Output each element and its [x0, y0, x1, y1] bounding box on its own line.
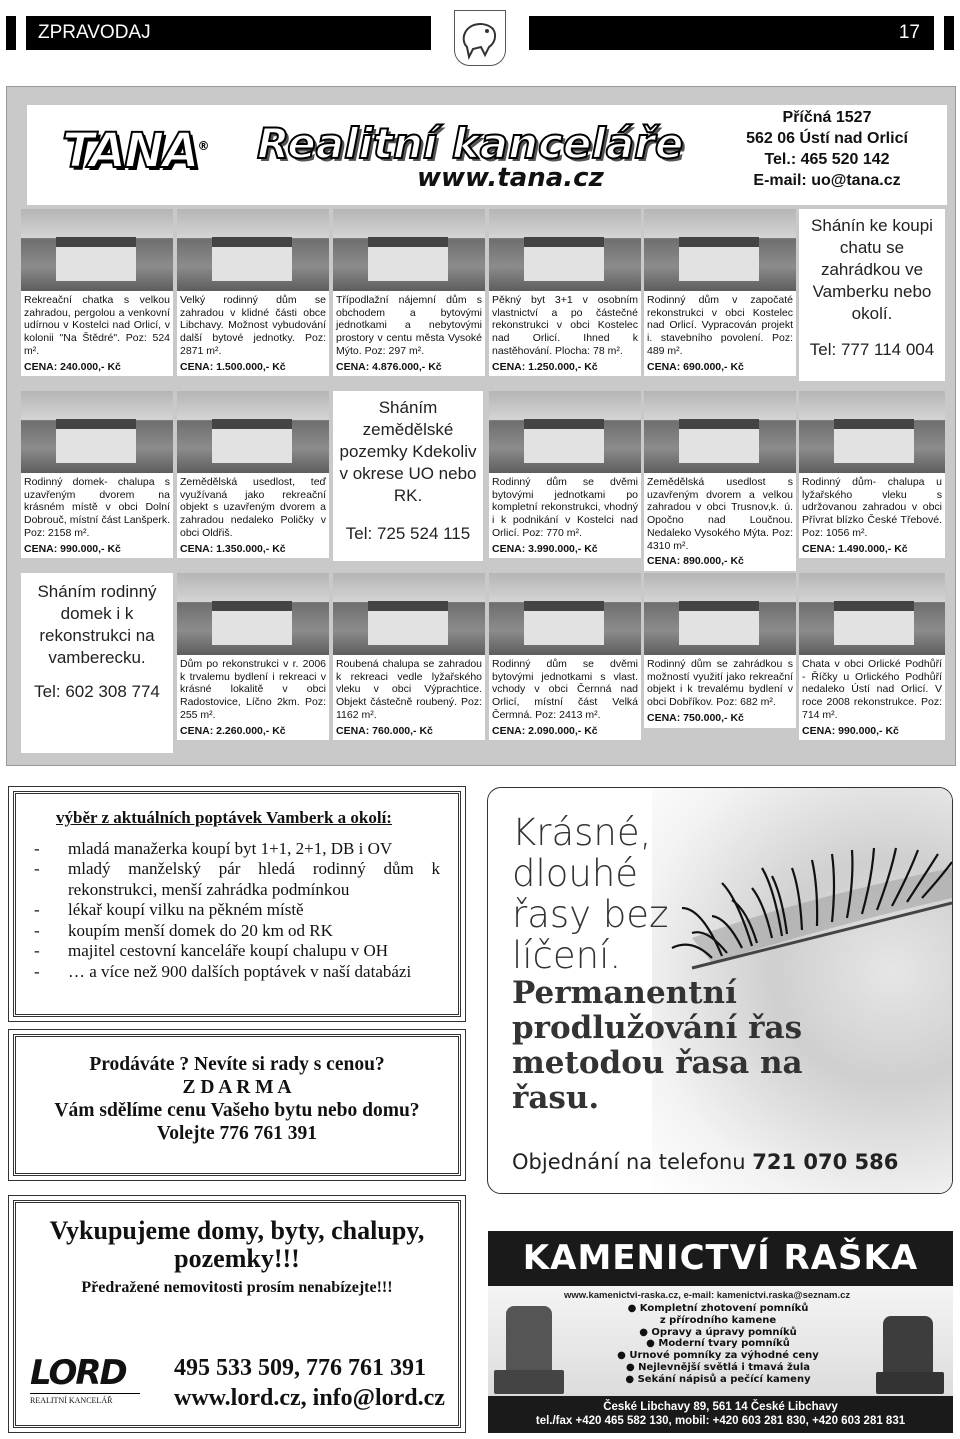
page-header — [6, 10, 954, 54]
list-item: ● Moderní tvary pomníků — [646, 1338, 790, 1350]
lord-advert — [8, 1195, 466, 1433]
listing-desc: Chata v obci Orlické Podhůří - Říčky u Orlického Podhůří nedaleko Ústí nad Orlicí. V roce 2008 rekonstrukce. Poz: 714 m². — [802, 658, 942, 721]
listing-photo — [21, 209, 173, 291]
listing-card[interactable] — [489, 391, 641, 558]
page-number: 17 — [898, 22, 920, 43]
crest-logo — [454, 10, 506, 66]
listing-price: CENA: 2.260.000,- Kč — [180, 724, 286, 737]
wanted-phone: Tel: 725 524 115 — [345, 524, 471, 543]
listing-card[interactable] — [489, 209, 641, 376]
tombstone-base — [876, 1372, 944, 1394]
prodavate-line: Prodáváte ? Nevíte si rady s cenou? — [89, 1054, 385, 1075]
list-item: ● Opravy a úpravy pomníků — [639, 1326, 797, 1338]
wanted-chata — [799, 209, 945, 381]
list-item: z přírodního kamene — [659, 1314, 777, 1326]
tana-contact — [717, 105, 937, 191]
listing-card[interactable] — [21, 209, 173, 376]
list-item: - mladá manažerka koupí byt 1+1, 2+1, DB i OV — [34, 838, 393, 858]
listing-price: CENA: 990.000,- Kč — [24, 542, 121, 555]
vykup-subtitle: Předražené nemovitosti prosím nenabízejte!!! — [81, 1279, 393, 1296]
header-right-bar — [529, 16, 954, 50]
kamenictvi-services — [563, 1303, 873, 1386]
listing-desc: Zemědělská usedlost, teď využívaná jako rekreační objekt s uzavřeným dvorem a zahradou nedaleko Poličky v obci Oldřiš. — [180, 476, 326, 539]
listing-card[interactable] — [644, 391, 796, 571]
listing-price: CENA: 990.000,- Kč — [802, 724, 899, 737]
listing-photo — [644, 391, 796, 473]
wanted-domek — [21, 573, 173, 753]
listing-price: CENA: 750.000,- Kč — [647, 711, 744, 724]
listing-price: CENA: 1.500.000,- Kč — [180, 360, 286, 373]
tana-phone: Tel.: 465 520 142 — [764, 151, 890, 168]
list-item: - koupím menší domek do 20 km od RK — [34, 920, 333, 940]
wanted-phone: Tel: 777 114 004 — [809, 340, 935, 359]
listing-photo — [489, 209, 641, 291]
list-item: - lékař koupí vilku na pěkném místě — [34, 900, 304, 919]
listing-desc: Rodinný dům- chalupa u lyžařského vleku s udržovanou zahradou v obci Přívrat blízko České Třebové. Poz: 1056 m². — [802, 476, 942, 539]
listing-card[interactable] — [21, 391, 173, 558]
listing-photo — [644, 573, 796, 655]
listing-desc: Rodinný dům se dvěmi bytovými jednotkami po kompletní rekonstrukci, vhodný i k podnikání v Kostelci nad Orlicí. Poz: 770 m². — [492, 476, 638, 539]
lord-contacts — [174, 1353, 445, 1413]
list-item: - … a více než 900 dalších poptávek v naší databázi — [34, 961, 412, 981]
tana-city: 562 06 Ústí nad Orlicí — [746, 130, 908, 147]
listing-desc: Rodinný dům v započaté rekonstrukci v obci Kostelec nad Orlicí. Vypracován projekt i. stavebního povolení. Poz: 489 m². — [647, 294, 793, 357]
list-item: - mladý manželský pár hledá rodinný dům k rekonstrukci, menší zahrádka podmínkou — [34, 859, 440, 899]
lord-phones: 495 533 509, 776 761 391 — [174, 1355, 426, 1381]
lord-logo: LORD REALITNÍ KANCELÁŘ — [30, 1353, 140, 1409]
lord-web[interactable]: www.lord.cz, info@lord.cz — [174, 1385, 445, 1411]
listing-price: CENA: 2.090.000,- Kč — [492, 724, 598, 737]
listing-card[interactable] — [177, 209, 329, 376]
lash-phone[interactable]: 721 070 586 — [752, 1150, 899, 1174]
kamenictvi-footer — [488, 1396, 953, 1433]
listing-desc: Velký rodinný dům se zahradou v klidné části obce Libchavy. Možnost vybudování další bytové jednotky. Poz: 2871 m². — [180, 294, 326, 357]
kamenictvi-title: KAMENICTVÍ RAŠKA — [488, 1231, 953, 1286]
listing-desc: Rekreační chatka s velkou zahradou, pergolou a venkovní udírnou v Kostelci nad Orlicí, v kolonii "Na Štědré". Poz: 524 m². — [24, 294, 170, 357]
listing-desc: Dům po rekonstrukci v r. 2006 k trvalemu bydlení i rekreaci v krásné lokalitě v obci Radostovice, Líčno 2km. Poz: 255 m². — [180, 658, 326, 721]
tana-street: Příčná 1527 — [782, 109, 872, 126]
listing-card[interactable] — [177, 573, 329, 740]
tana-title: Realitní kanceláře — [257, 119, 684, 168]
kamenictvi-advert — [488, 1231, 953, 1433]
listing-desc: Zemědělská usedlost s uzavřeným dvorem a velkou zahradou v obci Trusnov,k. ú. Opočno nad Loučnou. Nedaleko Vysokého Mýta. Poz: 4310 m². — [647, 476, 793, 552]
kamenictvi-address: České Libchavy 89, 561 14 České Libchavy — [603, 1401, 838, 1413]
listing-photo — [489, 391, 641, 473]
listing-photo — [177, 391, 329, 473]
listing-price: CENA: 4.876.000,- Kč — [336, 360, 442, 373]
listing-price: CENA: 240.000,- Kč — [24, 360, 121, 373]
list-item: ● Kompletní zhotovení pomníků — [627, 1303, 809, 1314]
kamenictvi-contacts: tel./fax +420 465 582 130, mobil: +420 603 281 830, +420 603 281 831 — [535, 1415, 906, 1427]
poptavky-list — [34, 839, 440, 983]
listing-photo — [177, 209, 329, 291]
wanted-text: Sháním rodinný domek i k rekonstrukci na vamberecku. — [37, 582, 157, 667]
listing-desc: Rodinný dům se zahrádkou s možností využití jako rekreační objekt i k trevalému bydlení v obci Dobříkov. Poz: 682 m². — [647, 658, 793, 709]
lash-title: Permanentní prodlužování řas metodou řasa na řasu. — [512, 975, 803, 1116]
listing-card[interactable] — [489, 573, 641, 740]
listing-photo — [333, 573, 485, 655]
list-item: ● Sekání nápisů a pečící kameny — [625, 1373, 811, 1385]
prodavate-line: Vám sdělíme cenu Vašeho bytu nebo domu? — [54, 1100, 420, 1121]
list-item: - majitel cestovní kanceláře koupí chalupu v OH — [34, 941, 389, 960]
lash-order-label: Objednání na telefonu — [512, 1150, 746, 1174]
section-title: ZPRAVODAJ — [38, 22, 151, 43]
listing-desc: Pěkný byt 3+1 v osobním vlastnictví a po částečné rekonstrukci v obci Kostelec nad Orlicí. Ihned k nastěhování. Plocha: 78 m². — [492, 294, 638, 357]
listing-card[interactable] — [799, 573, 945, 740]
lash-advert — [487, 787, 953, 1194]
tana-advert — [6, 86, 956, 766]
tana-header — [27, 105, 947, 205]
kamenictvi-body — [488, 1286, 953, 1396]
tana-logo: TANA® — [62, 123, 208, 179]
listing-photo — [333, 209, 485, 291]
lash-order — [512, 1150, 898, 1174]
listing-photo — [799, 573, 945, 655]
listing-photo — [177, 573, 329, 655]
listing-card[interactable] — [177, 391, 329, 558]
tana-email[interactable]: E-mail: uo@tana.cz — [753, 172, 901, 189]
listing-price: CENA: 1.350.000,- Kč — [180, 542, 286, 555]
listing-desc: Rodinný domek- chalupa s uzavřeným dvorem na krásném místě v obci Dolní Dobrouč, místní část Lanšperk. Poz: 2158 m². — [24, 476, 170, 539]
listing-card[interactable] — [799, 391, 945, 558]
list-item: ● Urnové pomníky za výhodné ceny — [617, 1350, 819, 1362]
listing-price: CENA: 1.490.000,- Kč — [802, 542, 908, 555]
wanted-pozemky — [333, 391, 483, 561]
listing-photo — [489, 573, 641, 655]
listing-photo — [644, 209, 796, 291]
wanted-phone: Tel: 602 308 774 — [34, 682, 160, 701]
tombstone-base — [494, 1370, 564, 1394]
lash-headline: Krásné, dlouhé řasy bez líčení. — [512, 811, 669, 977]
listing-card[interactable] — [333, 209, 485, 376]
vykup-title: Vykupujeme domy, byty, chalupy, pozemky!!! — [49, 1216, 425, 1273]
listing-price: CENA: 890.000,- Kč — [647, 555, 744, 568]
listing-price: CENA: 1.250.000,- Kč — [492, 360, 598, 373]
listing-card[interactable] — [644, 209, 796, 376]
poptavky-box — [8, 786, 466, 1022]
prodavate-zdarma: Z D A R M A — [182, 1077, 292, 1098]
listing-price: CENA: 3.990.000,- Kč — [492, 542, 598, 555]
listing-price: CENA: 760.000,- Kč — [336, 724, 433, 737]
list-item: ● Nejlevnější světlá i tmavá žula — [625, 1361, 811, 1373]
listing-price: CENA: 690.000,- Kč — [647, 360, 744, 373]
listing-photo — [21, 391, 173, 473]
wanted-text: Sháním zemědělské pozemky Kdekoliv v okrese UO nebo RK. — [339, 398, 477, 505]
listing-desc: Roubená chalupa se zahradou k rekreaci vedle lyžařského vleku v obci Výprachtice. Objekt částečně roubený. Poz: 1162 m². — [336, 658, 482, 721]
listing-photo — [799, 391, 945, 473]
poptavky-title: výběr z aktuálních poptávek Vamberk a okolí: — [56, 808, 392, 827]
tana-url[interactable]: www.tana.cz — [417, 163, 604, 193]
listing-card[interactable] — [644, 573, 796, 728]
listing-desc: Třípodlažní nájemní dům s obchodem a bytovými jednotkami a nebytovými prostory v centu města Vysoké Mýto. Poz: 297 m². — [336, 294, 482, 357]
prodavate-box — [8, 1029, 466, 1181]
header-left-bar — [6, 16, 431, 50]
prodavate-phone: Volejte 776 761 391 — [156, 1123, 318, 1144]
listing-card[interactable] — [333, 573, 485, 740]
listing-desc: Rodinný dům se dvěmi bytovými jednotkami s vlast. vchody v obci Černná nad Orlicí, místní část Velká Čermná. Poz: 2413 m². — [492, 658, 638, 721]
wanted-text: Shánín ke koupi chatu se zahrádkou ve Vamberku nebo okolí. — [811, 216, 933, 323]
kamenictvi-web[interactable]: www.kamenictvi-raska.cz, e-mail: kamenictvi.raska@seznam.cz — [564, 1290, 851, 1301]
